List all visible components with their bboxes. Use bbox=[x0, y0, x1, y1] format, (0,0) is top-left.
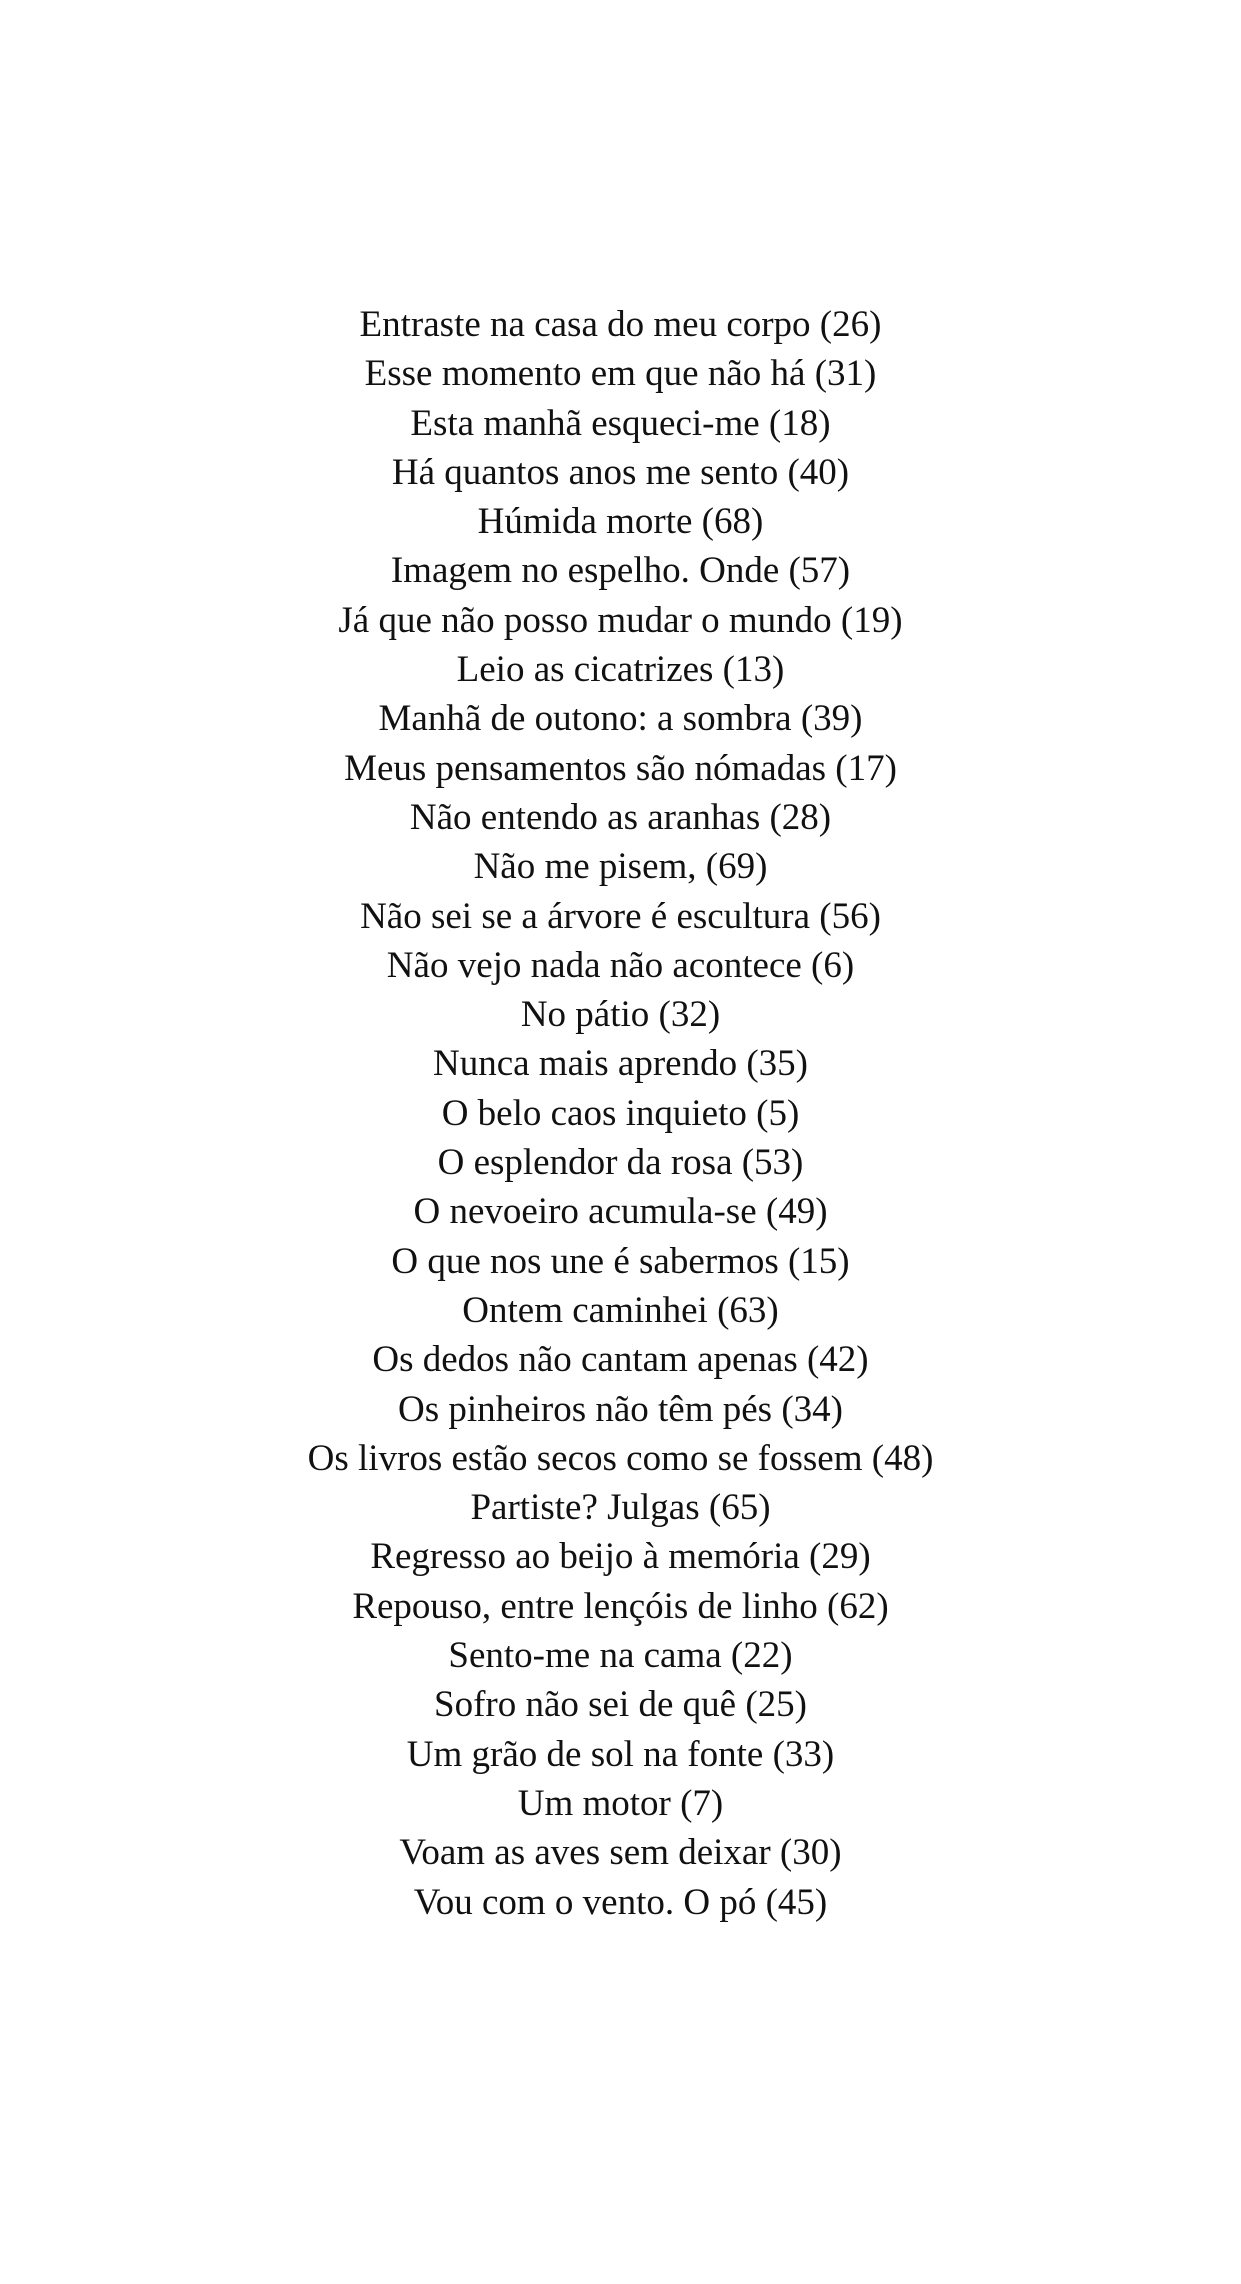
index-entry: O nevoeiro acumula-se (49) bbox=[413, 1191, 828, 1233]
index-entry: Sento-me na cama (22) bbox=[448, 1635, 793, 1677]
index-entry: Os pinheiros não têm pés (34) bbox=[398, 1388, 843, 1430]
index-entry: O esplendor da rosa (53) bbox=[437, 1142, 804, 1184]
index-entry: Repouso, entre lençóis de linho (62) bbox=[352, 1585, 889, 1627]
index-entry: Voam as aves sem deixar (30) bbox=[399, 1832, 842, 1874]
index-entry: No pátio (32) bbox=[520, 994, 721, 1036]
index-entry: Manhã de outono: a sombra (39) bbox=[378, 698, 863, 740]
index-entry: Esta manhã esqueci-me (18) bbox=[410, 402, 831, 444]
index-entry: Um grão de sol na fonte (33) bbox=[406, 1733, 835, 1775]
index-entry: Não me pisem, (69) bbox=[473, 846, 768, 888]
index-entry: Leio as cicatrizes (13) bbox=[456, 649, 785, 691]
index-entry: Sofro não sei de quê (25) bbox=[434, 1684, 807, 1726]
index-entry: Vou com o vento. O pó (45) bbox=[413, 1881, 828, 1923]
index-entry: Os livros estão secos como se fossem (48) bbox=[307, 1437, 934, 1479]
index-entry: Já que não posso mudar o mundo (19) bbox=[338, 599, 903, 641]
index-entry: Há quantos anos me sento (40) bbox=[391, 451, 850, 493]
index-entry: Os dedos não cantam apenas (42) bbox=[372, 1339, 869, 1381]
index-entry: Húmida morte (68) bbox=[477, 501, 764, 543]
index-entry: Esse momento em que não há (31) bbox=[364, 353, 877, 395]
index-entry: O belo caos inquieto (5) bbox=[441, 1092, 800, 1134]
index-entry: O que nos une é sabermos (15) bbox=[391, 1240, 850, 1282]
index-entry: Nunca mais aprendo (35) bbox=[432, 1043, 808, 1085]
index-entry: Não sei se a árvore é escultura (56) bbox=[360, 895, 881, 937]
index-entry: Não entendo as aranhas (28) bbox=[409, 796, 832, 838]
poem-index-list bbox=[0, 300, 1241, 1927]
index-entry: Regresso ao beijo à memória (29) bbox=[370, 1536, 871, 1578]
index-entry: Não vejo nada não acontece (6) bbox=[386, 944, 855, 986]
index-entry: Um motor (7) bbox=[517, 1782, 724, 1824]
index-entry: Ontem caminhei (63) bbox=[462, 1289, 779, 1331]
index-entry: Partiste? Julgas (65) bbox=[470, 1487, 771, 1529]
index-entry: Imagem no espelho. Onde (57) bbox=[390, 550, 851, 592]
index-entry: Entraste na casa do meu corpo (26) bbox=[359, 304, 882, 345]
index-entry: Meus pensamentos são nómadas (17) bbox=[344, 747, 897, 789]
